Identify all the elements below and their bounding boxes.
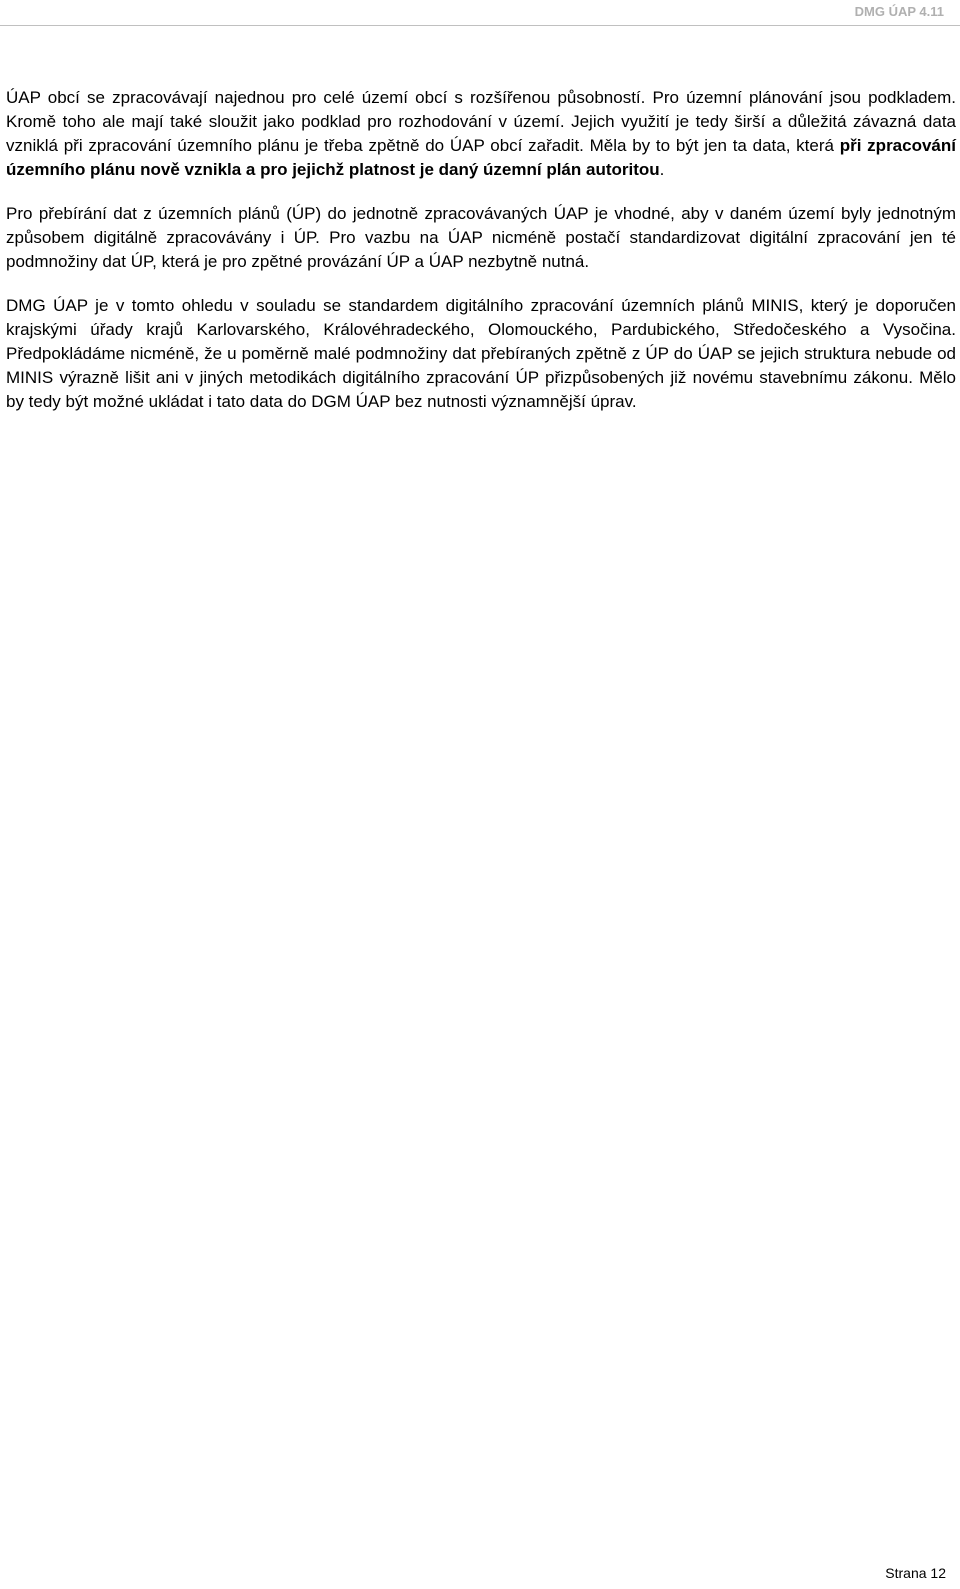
document-body bbox=[6, 86, 956, 434]
running-header: DMG ÚAP 4.11 bbox=[854, 4, 944, 19]
page-number: Strana 12 bbox=[885, 1565, 946, 1581]
paragraph-2: Pro přebírání dat z územních plánů (ÚP) do jednotně zpracovávaných ÚAP je vhodné, aby v daném území byly jednotným způsobem digitálně zpracovávány i ÚP. Pro vazbu na ÚAP nicméně postačí standardizovat digitální zpracování jen té podmnožiny dat ÚP, která je pro zpětné provázání ÚP a ÚAP nezbytně nutná. bbox=[6, 204, 956, 271]
header-rule bbox=[0, 25, 960, 26]
paragraph-3: DMG ÚAP je v tomto ohledu v souladu se standardem digitálního zpracování územních plánů MINIS, který je doporučen krajskými úřady krajů Karlovarského, Královéhradeckého, Olomouckého, Pardubického, Středočeského a Vysočina. Předpokládáme nicméně, že u poměrně malé podmnožiny dat přebíraných zpětně z ÚP do ÚAP se jejich struktura nebude od MINIS výrazně lišit ani v jiných metodikách digitálního zpracování ÚP přizpůsobených již novému stavebnímu zákonu. Mělo by tedy být možné ukládat i tato data do DGM ÚAP bez nutnosti významnější úprav. bbox=[6, 296, 956, 411]
paragraph-1-bold: při zpracování územního plánu nově vznikla a pro jejichž platnost je daný územní plán autoritou bbox=[6, 136, 956, 179]
paragraph-1 bbox=[6, 86, 956, 182]
paragraph-1-text: ÚAP obcí se zpracovávají najednou pro celé území obcí s rozšířenou působností. Pro územní plánování jsou podkladem. Kromě toho ale mají také sloužit jako podklad pro rozhodování v území. Jejich využití je tedy širší a důležitá závazná data vzniklá při zpracování územního plánu je třeba zpětně do ÚAP obcí zařadit. Měla by to být jen ta data, která bbox=[6, 88, 956, 155]
paragraph-1-end: . bbox=[659, 160, 665, 179]
